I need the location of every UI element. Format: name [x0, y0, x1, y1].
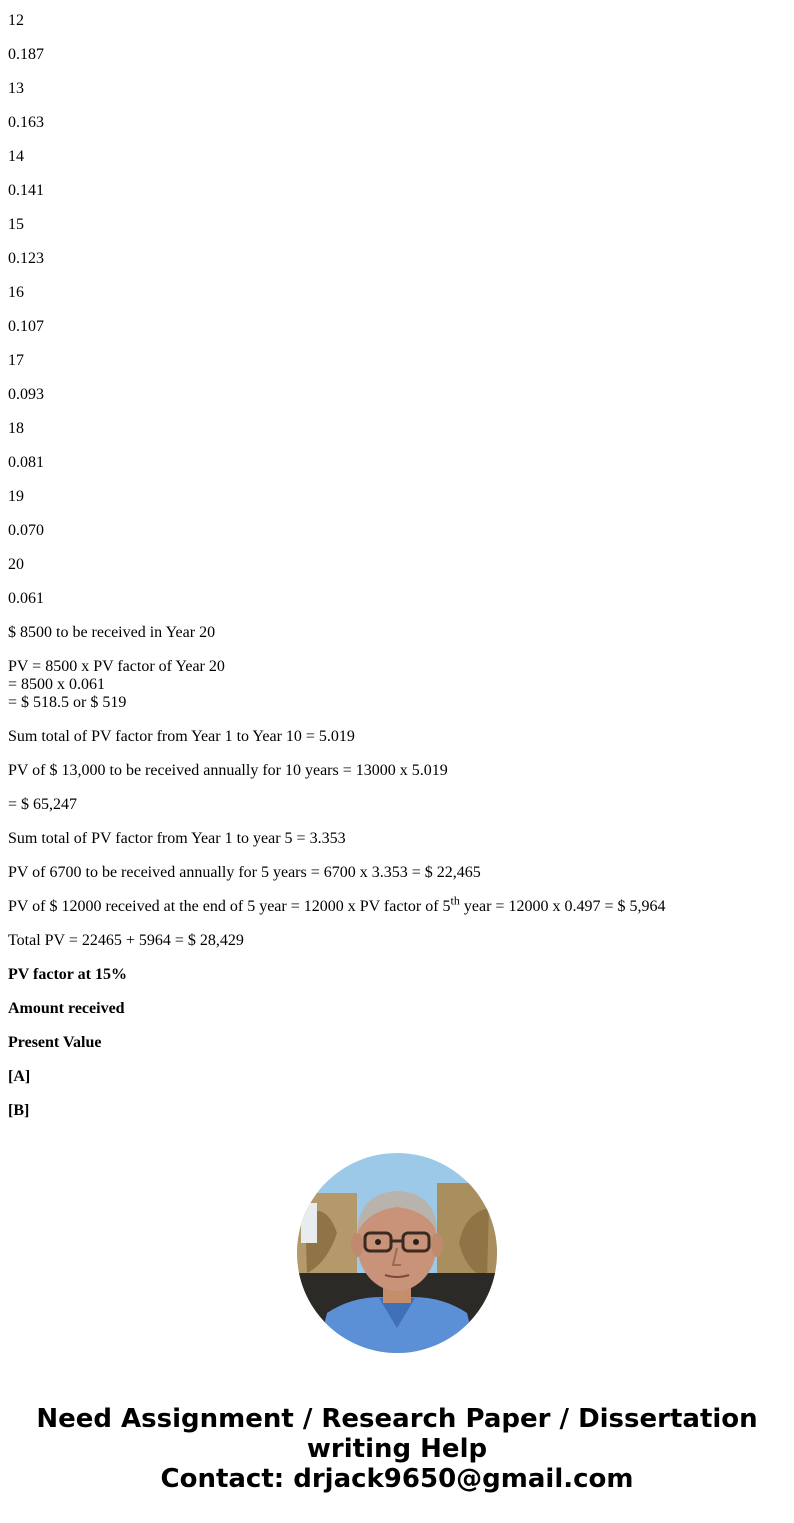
- pv-factor-18: 0.081: [8, 454, 44, 471]
- pv-12000-sup: th: [450, 893, 460, 908]
- pv-13000-calc: PV of $ 13,000 to be received annually for 10 years = 13000 x 5.019: [8, 762, 448, 779]
- pv-6700-calc: PV of 6700 to be received annually for 5 years = 6700 x 3.353 = $ 22,465: [8, 864, 481, 881]
- header-col-a: [A]: [8, 1068, 31, 1085]
- pv-year-17: 17: [8, 352, 24, 369]
- sum-pv-1-10: Sum total of PV factor from Year 1 to Year 10 = 5.019: [8, 728, 355, 745]
- pv-year-15: 15: [8, 216, 24, 233]
- pv-year-14: 14: [8, 148, 24, 165]
- promo-line2: writing Help: [306, 1434, 488, 1464]
- pv-factor-12: 0.187: [8, 46, 44, 63]
- tutor-portrait-icon: [297, 1153, 497, 1353]
- promo-banner: [0, 1404, 794, 1494]
- header-amount-received: Amount received: [8, 1000, 125, 1017]
- pv-factor-16: 0.107: [8, 318, 44, 335]
- pv-factor-20: 0.061: [8, 590, 44, 607]
- pv-13000-result: = $ 65,247: [8, 796, 78, 813]
- year20-calc-line1: PV = 8500 x PV factor of Year 20: [8, 658, 225, 675]
- promo-contact-email: Contact: drjack9650@gmail.com: [160, 1464, 634, 1494]
- header-present-value: Present Value: [8, 1034, 102, 1051]
- pv-year-13: 13: [8, 80, 24, 97]
- header-pv-factor: PV factor at 15%: [8, 966, 127, 983]
- pv-12000-calc: [8, 893, 786, 916]
- year20-calc-line2: = 8500 x 0.061: [8, 676, 106, 693]
- pv-year-19: 19: [8, 488, 24, 505]
- pv-factor-15: 0.123: [8, 250, 44, 267]
- pv-year-12: 12: [8, 12, 24, 29]
- pv-12000-before: PV of $ 12000 received at the end of 5 year = 12000 x PV factor of 5: [8, 898, 451, 915]
- promo-line1: Need Assignment / Research Paper / Dissertation: [36, 1404, 758, 1434]
- pv-year-18: 18: [8, 420, 24, 437]
- total-pv: Total PV = 22465 + 5964 = $ 28,429: [8, 932, 244, 949]
- header-col-b: [B]: [8, 1102, 30, 1119]
- pv-factor-14: 0.141: [8, 182, 44, 199]
- year20-calc-line3: = $ 518.5 or $ 519: [8, 694, 127, 711]
- sum-pv-1-5: Sum total of PV factor from Year 1 to year 5 = 3.353: [8, 830, 346, 847]
- avatar: [297, 1153, 497, 1353]
- year20-heading: $ 8500 to be received in Year 20: [8, 624, 216, 641]
- pv-factor-19: 0.070: [8, 522, 44, 539]
- pv-factor-17: 0.093: [8, 386, 44, 403]
- pv-12000-after: year = 12000 x 0.497 = $ 5,964: [459, 898, 666, 915]
- pv-year-20: 20: [8, 556, 24, 573]
- year20-calculation: [8, 658, 786, 712]
- pv-year-16: 16: [8, 284, 24, 301]
- pv-factor-13: 0.163: [8, 114, 44, 131]
